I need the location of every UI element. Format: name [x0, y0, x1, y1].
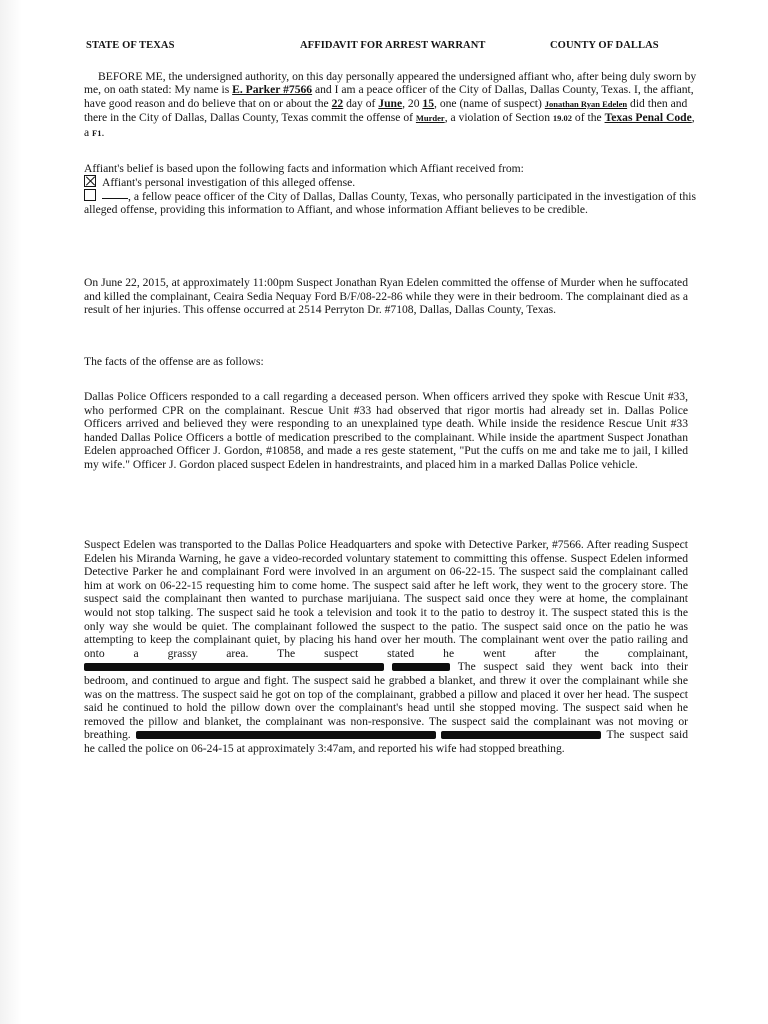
- redaction-bar: [392, 663, 450, 671]
- facts-paragraph-response: Dallas Police Officers responded to a call regarding a deceased person. When officers arrived they spoke with Rescue Unit #33, who performed CPR on the complainant. Rescue Unit #33 had observed that rigor mortis had already set in. Dallas Police Officers arrived and believed they were responding to an unexplained type death. While inside the residence Rescue Unit #33 handed Dallas Police Officers a bottle of medication prescribed to the complainant. While inside the apartment Suspect Jonathan Edelen approached Officer J. Gordon, #10858, and made a res geste statement, "Put the cuffs on me and take me to jail, I killed my wife." Officer J. Gordon placed suspect Edelen in handrestraints, and placed him in a marked Dallas Police vehicle.: [84, 390, 688, 471]
- statute-section: 19.02: [552, 113, 573, 124]
- penal-code: Texas Penal Code: [604, 111, 692, 125]
- affiant-name: E. Parker #7566: [232, 83, 313, 97]
- state-label: STATE OF TEXAS: [86, 40, 175, 51]
- checked-checkbox[interactable]: [84, 175, 96, 187]
- facts-paragraph-statement: Suspect Edelen was transported to the Dallas Police Headquarters and spoke with Detective Parker, #7566. After reading Suspect Edelen his Miranda Warning, he gave a video-recorded voluntary statement to committing this offense. Suspect Edelen informed Detective Parker he and complainant Ford were involved in an argument on 06-22-15. The suspect said the complainant called him at work on 06-22-15 requesting him to come home. The suspect said after he left work, they went to the grocery store. The suspect said the complainant then wanted to purchase marijuiana. The suspect said once they were at home, the complainant would not stop talking. The suspect said he took a television and took it to the patio to destroy it. The suspect stated this is the only way she would be quiet. The complainant followed the suspect to the patio. The suspect said once on the patio he was attempting to keep the complainant quiet, by placing his hand over her mouth. The complainant went over the patio railing and onto a grassy area. The suspect stated he went after the complainant, The suspect said they went back into their bedroom, and continued to argue and fight. The suspect said he grabbed a blanket, and threw it over the complainant while she was on the mattress. The suspect said he got on top of the complainant, grabbed a pillow and placed it over her head. The suspect said he continued to hold the pillow down over the complainant's head until she stopped moving. The suspect said when he removed the pillow and blanket, the complainant was non-responsive. The suspect said the complainant was not moving or breathing. The suspect said he called the police on 06-24-15 at approximately 3:47am, and reported his wife had stopped breathing.: [84, 538, 688, 755]
- facts-heading: The facts of the offense are as follows:: [84, 355, 264, 368]
- redaction-bar: [441, 731, 601, 739]
- basis-option-personal: Affiant's personal investigation of this alleged offense.: [84, 175, 696, 189]
- suspect-name: Jonathan Ryan Edelen: [544, 98, 628, 109]
- offense-degree: F1: [92, 127, 102, 138]
- unchecked-checkbox[interactable]: [84, 189, 96, 201]
- redaction-bar: [136, 731, 436, 739]
- offense-month: June: [378, 96, 403, 110]
- county-label: COUNTY OF DALLAS: [550, 40, 659, 51]
- redaction-bar: [84, 663, 384, 671]
- offense-day: 22: [331, 96, 344, 110]
- document-header: [86, 40, 676, 58]
- offense-year: 15: [422, 96, 435, 110]
- basis-lead: Affiant's belief is based upon the following facts and information which Affiant received from:: [84, 162, 524, 175]
- officer-name-blank: [102, 198, 128, 199]
- scan-edge-shadow: [0, 0, 22, 1024]
- basis-option-fellow-officer: , a fellow peace officer of the City of Dallas, Dallas County, Texas, who personally participated in the investigation of this alleged offense, providing this information to Affiant, and whose information Affiant believes to be credible.: [84, 190, 696, 217]
- offense-summary: On June 22, 2015, at approximately 11:00pm Suspect Jonathan Ryan Edelen committed the offense of Murder when he suffocated and killed the complainant, Ceaira Sedia Nequay Ford B/F/08-22-86 while they were in their bedroom. The complainant died as a result of her injuries. This offense occurred at 2514 Perryton Dr. #7108, Dallas, Dallas County, Texas.: [84, 276, 688, 317]
- intro-paragraph: BEFORE ME, the undersigned authority, on this day personally appeared the undersigned affiant who, after being duly sworn by me, on oath stated: My name is E. Parker #7566 and I am a peace officer of the City of Dallas, Dallas County, Texas. I, the affiant, have good reason and do believe that on or about the 22 day of June, 20 15, one (name of suspect) Jonathan Ryan Edelen did then and there in the City of Dallas, Dallas County, Texas commit the offense of Murder, a violation of Section 19.02 of the Texas Penal Code, a F1.: [84, 70, 697, 139]
- offense-name: Murder: [415, 113, 445, 124]
- document-title: AFFIDAVIT FOR ARREST WARRANT: [300, 40, 486, 51]
